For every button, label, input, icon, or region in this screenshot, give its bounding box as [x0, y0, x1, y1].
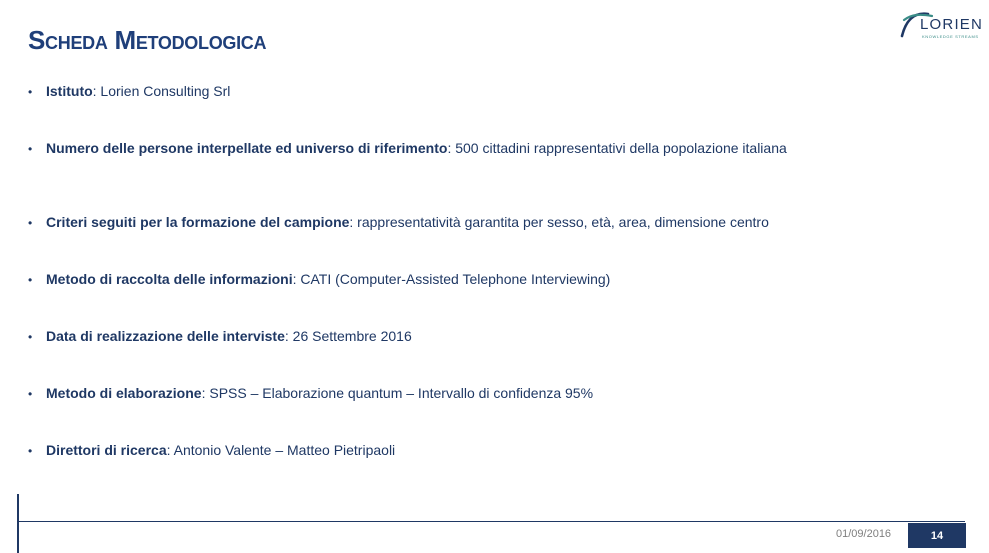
- bullet-icon: •: [28, 387, 33, 401]
- item-value: CATI (Computer-Assisted Telephone Interviewing): [296, 271, 611, 287]
- item-separator: :: [349, 214, 354, 230]
- list-item-direttori-ricerca: [28, 441, 395, 460]
- item-label: Istituto: [46, 83, 93, 99]
- item-separator: :: [447, 140, 452, 156]
- bullet-icon: •: [28, 273, 33, 287]
- item-label: Direttori di ricerca: [46, 442, 167, 458]
- footer-horizontal-rule: [17, 521, 965, 522]
- page-title: Scheda Metodologica: [28, 25, 267, 55]
- footer-date: 01/09/2016: [836, 528, 892, 540]
- logo-tagline: KNOWLEDGE STREAMS: [922, 34, 979, 39]
- logo-wordmark: LORIEN: [920, 16, 984, 33]
- list-item-numero-persone: [28, 139, 787, 158]
- item-label: Metodo di raccolta delle informazioni: [46, 271, 293, 287]
- item-separator: :: [92, 83, 97, 99]
- page-number-badge: [908, 523, 966, 548]
- item-label: Data di realizzazione delle interviste: [46, 328, 285, 344]
- list-item-metodo-raccolta: [28, 270, 610, 289]
- list-item-metodo-elaborazione: [28, 384, 593, 403]
- item-separator: :: [166, 442, 171, 458]
- bullet-icon: •: [28, 444, 33, 458]
- item-value: rappresentatività garantita per sesso, età, area, dimensione centro: [353, 214, 769, 230]
- list-item-criteri-campione: [28, 213, 769, 232]
- list-item-data-interviste: [28, 327, 412, 346]
- item-separator: :: [292, 271, 297, 287]
- item-label: Metodo di elaborazione: [46, 385, 202, 401]
- page-number: 14: [930, 529, 944, 542]
- footer-vertical-rule: [17, 494, 19, 553]
- bullet-icon: •: [28, 216, 33, 230]
- list-item-istituto: [28, 82, 230, 101]
- item-label: Numero delle persone interpellate ed universo di riferimento: [46, 140, 448, 156]
- item-value: SPSS – Elaborazione quantum – Intervallo di confidenza 95%: [205, 385, 594, 401]
- item-value: Lorien Consulting Srl: [96, 83, 231, 99]
- item-separator: :: [201, 385, 206, 401]
- bullet-icon: •: [28, 142, 33, 156]
- item-label: Criteri seguiti per la formazione del campione: [46, 214, 350, 230]
- item-value: 500 cittadini rappresentativi della popolazione italiana: [451, 140, 787, 156]
- bullet-icon: •: [28, 85, 33, 99]
- item-value: 26 Settembre 2016: [288, 328, 412, 344]
- item-separator: :: [284, 328, 289, 344]
- company-logo: [898, 6, 986, 46]
- item-value: Antonio Valente – Matteo Pietripaoli: [170, 442, 396, 458]
- bullet-icon: •: [28, 330, 33, 344]
